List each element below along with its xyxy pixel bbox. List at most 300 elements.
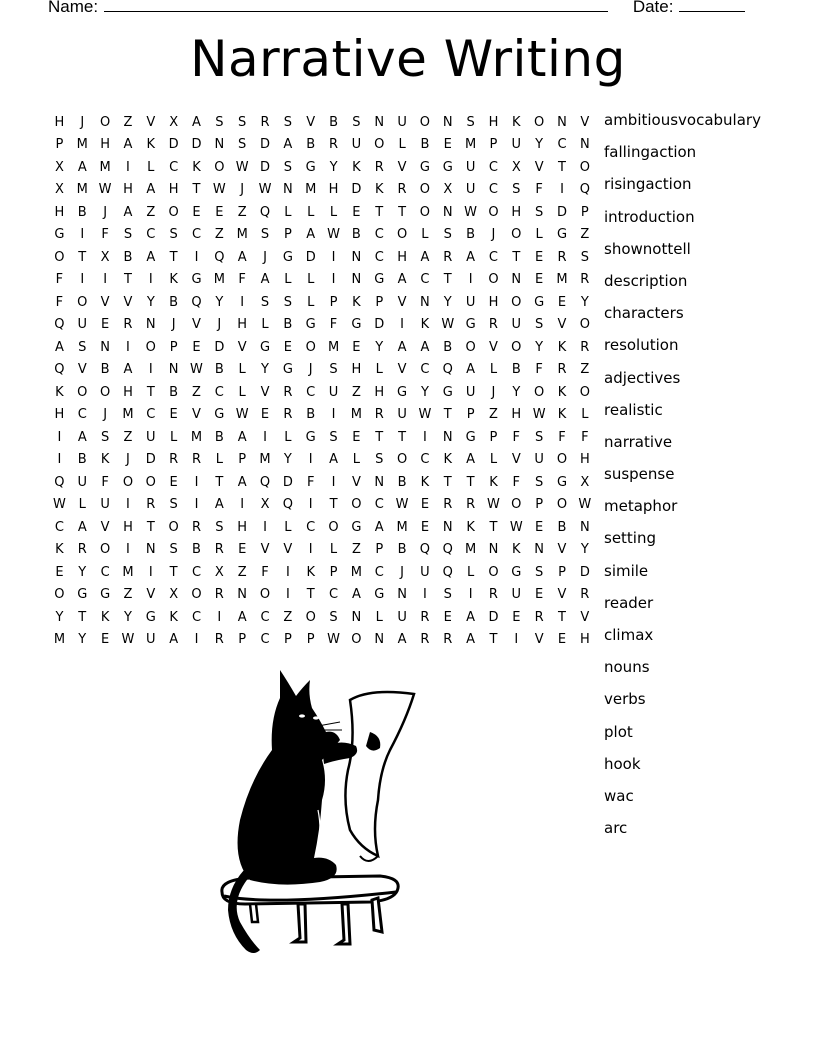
grid-letter: Q [54, 317, 65, 333]
grid-letter: M [99, 159, 111, 175]
grid-letter: G [305, 159, 316, 175]
grid-letter: E [443, 137, 452, 153]
grid-letter: E [101, 317, 110, 333]
grid-letter: O [168, 204, 179, 220]
grid-letter: I [126, 339, 130, 355]
grid-letter: K [146, 137, 156, 153]
grid-letter: A [397, 339, 407, 355]
grid-letter: N [351, 609, 362, 625]
grid-letter: O [259, 587, 271, 603]
grid-letter: R [283, 407, 293, 423]
grid-letter: L [238, 362, 246, 378]
grid-letter: B [397, 474, 407, 490]
grid-letter: V [100, 519, 110, 535]
header-row [48, 0, 745, 17]
grid-letter: T [558, 159, 566, 175]
grid-letter: C [557, 137, 567, 153]
grid-letter: I [240, 497, 245, 513]
grid-letter: E [557, 294, 567, 310]
grid-letter: K [169, 272, 178, 288]
grid-letter: F [558, 429, 566, 445]
grid-letter: B [466, 227, 476, 243]
grid-letter: P [238, 452, 247, 468]
grid-letter: V [557, 587, 567, 603]
grid-letter: W [235, 407, 249, 423]
grid-letter: C [169, 159, 179, 175]
grid-letter: M [213, 272, 225, 288]
grid-letter: P [329, 564, 338, 580]
grid-letter: O [511, 294, 522, 310]
grid-letter: I [217, 609, 222, 625]
grid-letter: N [168, 362, 179, 378]
grid-row [48, 336, 596, 359]
word-list-item: arc [604, 819, 628, 838]
grid-row [48, 179, 596, 202]
grid-letter: Q [214, 249, 225, 265]
grid-letter: W [98, 182, 112, 198]
grid-letter: M [122, 407, 134, 423]
grid-letter: A [123, 204, 133, 220]
grid-letter: Z [123, 429, 133, 445]
grid-letter: I [148, 272, 153, 288]
grid-letter: E [352, 339, 361, 355]
grid-letter: T [375, 204, 384, 220]
grid-letter: K [489, 474, 498, 490]
grid-letter: X [511, 159, 521, 175]
grid-letter: H [579, 452, 590, 468]
grid-letter: F [306, 474, 315, 490]
grid-letter: U [465, 294, 476, 310]
grid-letter: E [192, 339, 201, 355]
grid-letter: P [580, 204, 589, 220]
grid-letter: W [578, 497, 592, 513]
grid-letter: B [283, 317, 293, 333]
word-list-item: plot [604, 722, 633, 741]
grid-letter: Y [283, 452, 292, 468]
grid-letter: G [374, 587, 385, 603]
grid-letter: S [123, 227, 133, 243]
grid-letter: O [419, 204, 431, 220]
grid-letter: G [282, 362, 293, 378]
grid-letter: O [374, 137, 385, 153]
grid-letter: G [442, 384, 453, 400]
grid-letter: J [491, 384, 496, 400]
grid-letter: P [238, 632, 247, 648]
grid-letter: S [580, 249, 589, 265]
grid-letter: X [169, 587, 179, 603]
grid-letter: K [100, 609, 110, 625]
grid-letter: U [397, 609, 407, 625]
grid-letter: L [147, 159, 155, 175]
grid-letter: F [238, 272, 246, 288]
grid-letter: R [397, 182, 407, 198]
grid-letter: J [308, 362, 313, 378]
grid-letter: O [488, 564, 499, 580]
grid-letter: I [468, 272, 473, 288]
grid-letter: C [488, 249, 498, 265]
grid-letter: X [54, 159, 64, 175]
grid-letter: L [284, 204, 292, 220]
grid-letter: Q [259, 204, 271, 220]
grid-letter: F [101, 227, 109, 243]
grid-letter: Q [191, 294, 202, 310]
grid-letter: D [191, 137, 202, 153]
grid-letter: F [535, 362, 543, 378]
grid-letter: B [306, 137, 316, 153]
grid-letter: I [331, 474, 336, 490]
grid-letter: I [194, 474, 199, 490]
grid-letter: P [283, 632, 292, 648]
grid-letter: D [260, 159, 271, 175]
grid-letter: U [397, 407, 407, 423]
grid-row [48, 314, 596, 337]
grid-letter: R [580, 587, 590, 603]
grid-letter: U [328, 384, 339, 400]
grid-letter: N [442, 429, 453, 445]
grid-letter: P [489, 137, 498, 153]
grid-letter: M [305, 182, 317, 198]
grid-letter: N [488, 542, 499, 558]
grid-letter: R [77, 542, 87, 558]
grid-letter: R [580, 272, 590, 288]
grid-letter: A [146, 249, 156, 265]
grid-letter: L [466, 564, 475, 580]
grid-letter: Y [78, 564, 87, 580]
grid-letter: D [145, 452, 156, 468]
grid-row [48, 111, 596, 134]
grid-letter: W [532, 407, 546, 423]
grid-letter: H [579, 632, 590, 648]
grid-letter: B [397, 542, 407, 558]
grid-letter: K [466, 519, 475, 535]
grid-letter: A [237, 249, 247, 265]
date-label: Date: [632, 0, 674, 16]
grid-letter: X [54, 182, 64, 198]
grid-letter: C [488, 182, 498, 198]
grid-letter: G [77, 587, 88, 603]
grid-letter: A [260, 272, 270, 288]
grid-letter: G [305, 429, 316, 445]
date-blank-line[interactable] [679, 0, 745, 12]
grid-letter: M [350, 564, 362, 580]
grid-letter: J [80, 114, 85, 130]
grid-letter: I [194, 632, 199, 648]
grid-letter: K [169, 609, 178, 625]
grid-row [48, 134, 596, 157]
grid-letter: Q [442, 564, 453, 580]
grid-letter: M [53, 632, 66, 648]
grid-row [48, 584, 596, 607]
grid-letter: Z [123, 114, 133, 130]
grid-letter: N [351, 272, 362, 288]
grid-letter: C [146, 407, 156, 423]
grid-letter: S [169, 227, 178, 243]
grid-letter: B [192, 542, 201, 558]
grid-letter: Q [442, 362, 453, 378]
grid-row [48, 156, 596, 179]
grid-letter: O [99, 384, 111, 400]
grid-letter: M [122, 564, 134, 580]
grid-row [48, 269, 596, 292]
grid-letter: N [579, 137, 590, 153]
grid-letter: I [423, 429, 427, 445]
grid-letter: I [263, 519, 267, 535]
grid-letter: B [306, 407, 316, 423]
grid-letter: C [306, 384, 316, 400]
grid-letter: A [123, 362, 133, 378]
grid-letter: Q [442, 542, 453, 558]
grid-letter: R [580, 339, 590, 355]
grid-letter: I [126, 159, 130, 175]
grid-letter: T [398, 204, 407, 220]
grid-letter: L [78, 497, 86, 513]
grid-letter: O [419, 114, 431, 130]
grid-letter: O [145, 474, 156, 490]
grid-letter: T [169, 564, 178, 580]
grid-letter: I [80, 272, 85, 288]
grid-letter: N [374, 632, 385, 648]
grid-letter: L [261, 317, 269, 333]
cat-eye-left [299, 714, 305, 717]
grid-letter: X [100, 249, 110, 265]
grid-letter: T [329, 497, 338, 513]
grid-letter: B [420, 137, 430, 153]
grid-letter: H [511, 204, 522, 220]
grid-letter: H [237, 519, 248, 535]
grid-letter: S [352, 114, 361, 130]
grid-letter: K [420, 317, 430, 333]
grid-row [48, 404, 596, 427]
grid-letter: V [192, 407, 201, 423]
grid-letter: K [100, 452, 110, 468]
grid-letter: G [214, 407, 225, 423]
grid-letter: S [283, 114, 292, 130]
grid-letter: G [511, 564, 522, 580]
grid-letter: J [217, 317, 222, 333]
grid-letter: R [374, 159, 384, 175]
grid-letter: R [329, 137, 339, 153]
grid-letter: E [283, 339, 292, 355]
grid-letter: Y [123, 609, 132, 625]
grid-letter: E [443, 609, 452, 625]
grid-letter: O [122, 474, 134, 490]
grid-letter: H [54, 204, 65, 220]
grid-letter: O [488, 204, 499, 220]
grid-letter: M [396, 519, 408, 535]
grid-letter: B [100, 362, 110, 378]
grid-letter: M [76, 137, 88, 153]
grid-letter: Q [54, 474, 65, 490]
grid-letter: A [374, 519, 384, 535]
grid-letter: W [212, 182, 226, 198]
grid-row [48, 359, 596, 382]
grid-letter: J [103, 204, 108, 220]
grid-letter: R [488, 587, 498, 603]
grid-letter: V [580, 114, 590, 130]
grid-letter: H [168, 182, 179, 198]
grid-letter: X [443, 182, 453, 198]
grid-letter: O [77, 294, 88, 310]
grid-letter: M [76, 182, 88, 198]
grid-letter: U [511, 317, 522, 333]
grid-letter: W [395, 497, 409, 513]
grid-letter: K [557, 384, 567, 400]
grid-letter: O [305, 339, 316, 355]
grid-letter: I [57, 429, 62, 445]
word-list-item: characters [604, 304, 684, 323]
grid-letter: O [145, 339, 156, 355]
grid-letter: L [581, 407, 589, 423]
grid-letter: M [190, 429, 203, 445]
grid-letter: B [351, 227, 361, 243]
grid-letter: B [77, 452, 87, 468]
grid-letter: A [54, 339, 64, 355]
grid-letter: Y [580, 294, 589, 310]
grid-letter: L [215, 452, 223, 468]
grid-letter: T [512, 249, 521, 265]
grid-letter: I [103, 272, 108, 288]
grid-letter: I [423, 587, 427, 603]
grid-letter: I [331, 272, 336, 288]
grid-letter: D [260, 137, 271, 153]
grid-letter: B [214, 362, 224, 378]
grid-letter: V [397, 362, 407, 378]
paper-sheet [345, 692, 414, 856]
grid-letter: Y [443, 294, 452, 310]
grid-letter: N [374, 114, 385, 130]
grid-letter: D [214, 339, 225, 355]
grid-letter: B [77, 204, 87, 220]
grid-letter: U [465, 384, 476, 400]
grid-letter: W [235, 159, 249, 175]
grid-letter: S [169, 542, 178, 558]
grid-letter: O [511, 227, 522, 243]
grid-letter: U [420, 564, 430, 580]
grid-letter: Y [535, 339, 544, 355]
grid-letter: O [511, 497, 522, 513]
grid-row [48, 471, 596, 494]
grid-letter: W [509, 519, 523, 535]
grid-letter: X [214, 564, 224, 580]
grid-letter: R [191, 452, 201, 468]
grid-letter: L [352, 452, 361, 468]
grid-letter: U [534, 452, 544, 468]
grid-letter: P [375, 542, 384, 558]
grid-letter: B [214, 429, 224, 445]
grid-letter: Y [146, 294, 155, 310]
grid-letter: S [443, 587, 452, 603]
grid-letter: I [126, 542, 130, 558]
grid-letter: J [103, 407, 108, 423]
grid-letter: V [146, 587, 156, 603]
grid-letter: G [351, 317, 362, 333]
grid-letter: L [284, 429, 292, 445]
word-list-item: narrative [604, 432, 673, 451]
grid-letter: D [579, 564, 590, 580]
grid-letter: R [466, 497, 476, 513]
name-blank-line[interactable] [104, 0, 608, 12]
word-list-item: introduction [604, 207, 695, 226]
word-list-item: shownottell [604, 239, 691, 258]
grid-letter: Z [237, 204, 247, 220]
grid-letter: T [78, 249, 87, 265]
grid-row [48, 449, 596, 472]
grid-letter: J [263, 249, 267, 265]
grid-letter: S [535, 317, 544, 333]
grid-letter: L [398, 137, 406, 153]
grid-letter: E [215, 204, 224, 220]
grid-letter: R [488, 317, 498, 333]
cat-body [238, 670, 340, 885]
grid-letter: I [126, 497, 130, 513]
grid-row [48, 494, 596, 517]
grid-letter: H [123, 182, 133, 198]
grid-letter: T [489, 519, 498, 535]
grid-letter: I [194, 497, 199, 513]
grid-letter: O [351, 497, 362, 513]
grid-letter: A [192, 114, 201, 130]
word-list-item: ambitiousvocabulary [604, 111, 761, 129]
letter-grid [48, 111, 596, 651]
grid-letter: V [580, 609, 590, 625]
grid-letter: T [443, 474, 452, 490]
grid-letter: U [397, 114, 407, 130]
grid-letter: O [99, 542, 111, 558]
grid-letter: O [465, 339, 476, 355]
grid-letter: B [557, 519, 567, 535]
grid-letter: A [77, 159, 87, 175]
grid-letter: I [263, 429, 267, 445]
grid-letter: O [511, 339, 522, 355]
grid-letter: Z [580, 227, 590, 243]
paper-curl [360, 856, 378, 861]
grid-letter: C [260, 632, 270, 648]
grid-letter: E [169, 407, 178, 423]
grid-letter: Y [215, 294, 224, 310]
page-title: Narrative Writing [190, 30, 626, 88]
grid-letter: V [146, 114, 156, 130]
grid-letter: W [121, 632, 135, 648]
grid-letter: T [558, 609, 566, 625]
grid-letter: S [238, 137, 247, 153]
grid-row [48, 224, 596, 247]
grid-letter: A [306, 227, 316, 243]
grid-letter: H [374, 384, 385, 400]
grid-letter: O [328, 519, 339, 535]
word-list-item: nouns [604, 658, 650, 677]
grid-letter: N [351, 249, 362, 265]
grid-letter: L [238, 384, 246, 400]
grid-letter: E [420, 519, 430, 535]
grid-letter: V [237, 339, 247, 355]
grid-letter: C [374, 564, 384, 580]
grid-letter: C [329, 587, 339, 603]
grid-letter: G [419, 159, 430, 175]
grid-letter: H [123, 384, 133, 400]
grid-letter: C [374, 227, 384, 243]
grid-letter: G [534, 294, 545, 310]
grid-letter: C [146, 227, 156, 243]
grid-letter: P [466, 407, 475, 423]
grid-letter: S [169, 497, 178, 513]
grid-letter: T [215, 474, 224, 490]
grid-row [48, 201, 596, 224]
grid-letter: X [260, 497, 270, 513]
grid-letter: C [214, 384, 224, 400]
grid-letter: L [284, 272, 292, 288]
word-list-item: reader [604, 593, 654, 612]
grid-letter: F [581, 429, 589, 445]
